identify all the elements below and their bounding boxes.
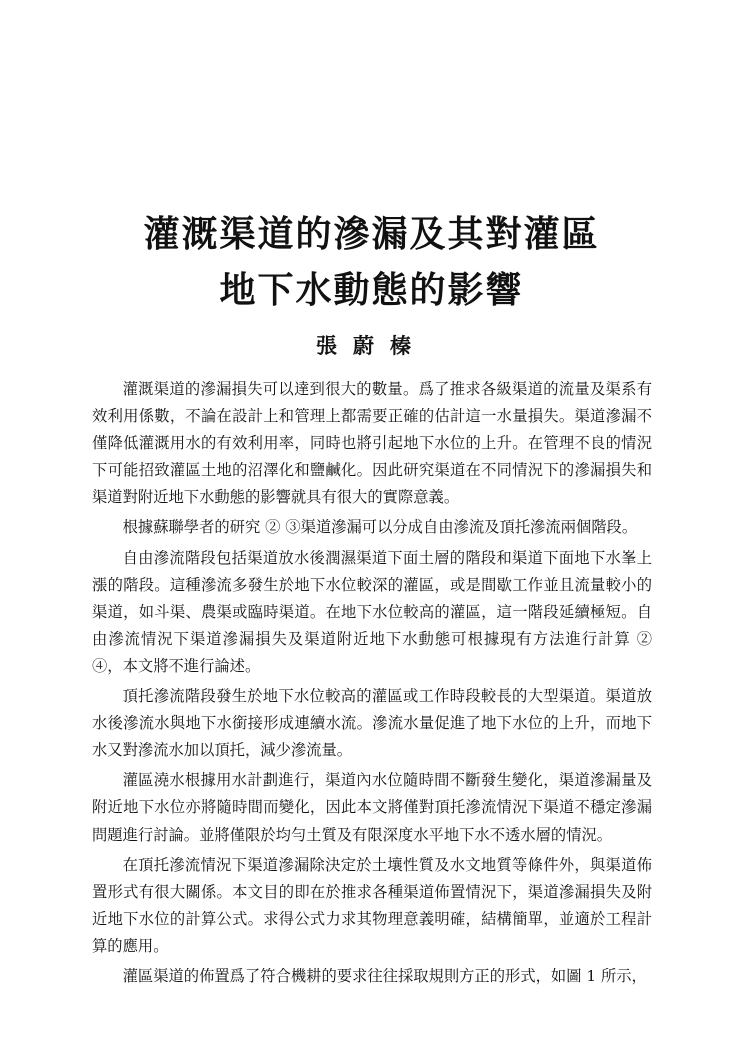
author-name: 張蔚榛 (316, 333, 427, 358)
body-paragraph: 灌區渠道的佈置爲了符合機耕的要求往往採取規則方正的形式，如圖 1 所示， (122, 966, 647, 985)
body-paragraph: 根據蘇聯學者的研究 ② ③渠道滲漏可以分成自由滲流及頂托滲流兩個階段。 (122, 518, 638, 537)
body-paragraph: 頂托滲流階段發生於地下水位較高的灌區或工作時段較長的大型渠道。渠道放水後滲流水與地下水銜接形成連續水流。滲流水量促進了地下水位的上升，而地下水又對滲流水加以頂托，減少滲流量。 (92, 687, 652, 760)
body-paragraph: 灌溉渠道的滲漏損失可以達到很大的數量。爲了推求各級渠道的流量及渠系有效利用係數，不論在設計上和管理上都需要正確的估計這一水量損失。渠道滲漏不僅降低灌溉用水的有效利用率，同時也將引起地下水位的上升。在管理不良的情況下可能招致灌區土地的沼澤化和鹽鹹化。因此研究渠道在不同情況下的滲漏損失和渠道對附近地下水動態的影響就具有很大的實際意義。 (92, 380, 652, 507)
article-title-line-1: 灌溉渠道的滲漏及其對灌區 (143, 213, 600, 255)
body-paragraph: 自由滲流階段包括渠道放水後潤濕渠道下面土層的階段和渠道下面地下水峯上漲的階段。這種滲流多發生於地下水位較深的灌區，或是間歇工作並且流量較小的渠道，如斗渠、農渠或臨時渠道。在地下水位較高的灌區，這一階段延續極短。自由滲流情況下渠道滲漏損失及渠道附近地下水動態可根據現有方法進行計算 ② ④，本文將不進行論述。 (92, 548, 652, 675)
body-paragraph: 在頂托滲流情況下渠道滲漏除決定於土壤性質及水文地質等條件外，與渠道佈置形式有很大關係。本文目的即在於推求各種渠道佈置情況下，渠道滲漏損失及附近地下水位的計算公式。求得公式力求其物理意義明確，結構簡單，並適於工程計算的應用。 (92, 855, 652, 955)
article-title-line-2: 地下水動態的影響 (219, 269, 524, 311)
body-paragraph: 灌區澆水根據用水計劃進行，渠道內水位隨時間不斷發生變化，渠道滲漏量及附近地下水位亦將隨時間而變化，因此本文將僅對頂托滲流情況下渠道不穩定滲漏問題進行討論。並將僅限於均勻土質及有限深度水平地下水不透水層的情況。 (92, 771, 652, 844)
article-body (92, 376, 652, 993)
